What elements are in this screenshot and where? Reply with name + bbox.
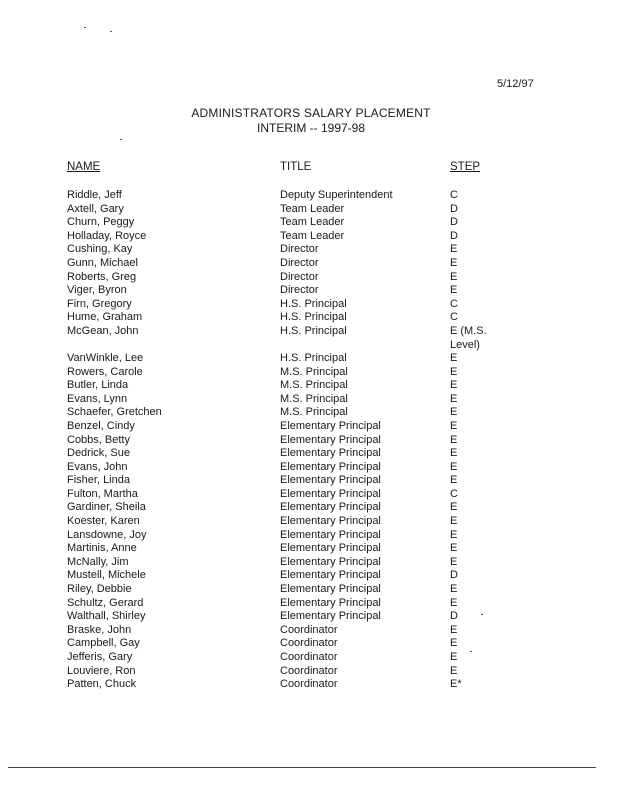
row-title: Director: [280, 284, 319, 297]
table-row: [0, 665, 622, 679]
row-name: Evans, John: [67, 460, 128, 473]
row-name: Jefferis, Gary: [67, 651, 133, 663]
row-title: Team Leader: [280, 202, 345, 215]
row-step: E: [450, 243, 458, 256]
row-title: Coordinator: [280, 664, 338, 677]
table-row: [0, 461, 622, 475]
table-row: [0, 406, 622, 420]
row-step: E: [450, 447, 458, 460]
row-name: Martinis, Anne: [67, 542, 137, 555]
table-row: [0, 203, 622, 217]
row-title: Coordinator: [280, 651, 338, 663]
row-step: E: [450, 392, 458, 405]
row-step: E: [450, 474, 458, 487]
table-row: [0, 366, 622, 380]
row-title: M.S. Principal: [280, 379, 348, 392]
row-title: M.S. Principal: [280, 365, 348, 378]
table-row: [0, 393, 622, 407]
row-step: E: [450, 515, 458, 528]
row-title: Team Leader: [280, 216, 345, 229]
table-row: [0, 243, 622, 257]
table-row: [0, 488, 622, 502]
row-name: McNally, Jim: [67, 555, 129, 568]
table-row: [0, 542, 622, 556]
scan-speck: [120, 139, 122, 140]
table-row: [0, 583, 622, 597]
document-title: ADMINISTRATORS SALARY PLACEMENT: [191, 106, 431, 120]
table-row: [0, 230, 622, 244]
row-title: Elementary Principal: [280, 460, 381, 473]
row-title: Elementary Principal: [280, 474, 381, 487]
row-step: E: [450, 623, 458, 636]
row-step: E: [450, 555, 458, 568]
row-name: Roberts, Greg: [67, 270, 137, 283]
row-step: E: [450, 651, 458, 663]
table-row: [0, 420, 622, 434]
row-title: Elementary Principal: [280, 583, 381, 596]
row-step: D: [450, 216, 458, 229]
row-step: E (M.S. Level): [450, 324, 487, 351]
row-title: Elementary Principal: [280, 555, 381, 568]
table-row: [0, 515, 622, 529]
scan-speck: [84, 27, 86, 28]
row-step: E: [450, 583, 458, 596]
row-step: E: [450, 433, 458, 446]
row-title: Elementary Principal: [280, 433, 381, 446]
bottom-rule: [8, 767, 596, 768]
row-step: C: [450, 297, 458, 310]
table-row: [0, 189, 622, 203]
row-title: H.S. Principal: [280, 311, 347, 324]
row-step: E: [450, 419, 458, 432]
row-title: Director: [280, 270, 319, 283]
table-row: [0, 651, 622, 665]
row-name: Viger, Byron: [67, 284, 127, 297]
table-row: [0, 434, 622, 448]
row-name: VanWinkle, Lee: [67, 351, 144, 364]
row-name: Evans, Lynn: [67, 392, 128, 405]
row-title: Elementary Principal: [280, 610, 381, 623]
table-row: [0, 311, 622, 325]
table-row: [0, 678, 622, 692]
row-title: Elementary Principal: [280, 501, 381, 514]
row-name: Lansdowne, Joy: [67, 528, 147, 541]
document-subtitle: INTERIM -- 1997-98: [256, 121, 366, 135]
table-row: [0, 556, 622, 570]
row-name: Patten, Chuck: [67, 678, 137, 691]
row-name: Gunn, Michael: [67, 256, 138, 269]
row-name: Mustell, Michele: [67, 569, 146, 582]
row-name: McGean, John: [67, 324, 139, 337]
table-row: [0, 474, 622, 488]
row-step: E: [450, 460, 458, 473]
table-row: [0, 624, 622, 638]
table-row: [0, 284, 622, 298]
row-name: Braske, John: [67, 623, 132, 636]
row-step: E: [450, 528, 458, 541]
document-date: 5/12/97: [497, 78, 534, 90]
table-row: [0, 352, 622, 366]
row-title: Coordinator: [280, 623, 338, 636]
row-title: Director: [280, 256, 319, 269]
row-title: Director: [280, 243, 319, 256]
row-step: E: [450, 406, 458, 419]
table-row: [0, 447, 622, 461]
row-title: Elementary Principal: [280, 419, 381, 432]
row-name: Dedrick, Sue: [67, 447, 130, 460]
row-title: Elementary Principal: [280, 542, 381, 555]
row-step: D: [450, 229, 458, 242]
row-name: Firn, Gregory: [67, 297, 132, 310]
row-step: C: [450, 189, 458, 201]
row-name: Axtell, Gary: [67, 202, 124, 215]
row-step: E: [450, 284, 458, 297]
salary-placement-table: [0, 189, 622, 692]
row-name: Holladay, Royce: [67, 229, 147, 242]
row-name: Campbell, Gay: [67, 637, 140, 650]
row-title: M.S. Principal: [280, 406, 348, 419]
row-name: Cushing, Kay: [67, 243, 133, 256]
row-name: Butler, Linda: [67, 379, 129, 392]
table-row: [0, 569, 622, 583]
row-step: D: [450, 202, 458, 215]
row-title: Team Leader: [280, 229, 345, 242]
table-row: [0, 529, 622, 543]
row-name: Fisher, Linda: [67, 474, 130, 487]
row-name: Fulton, Martha: [67, 487, 138, 500]
row-title: Elementary Principal: [280, 596, 381, 609]
row-name: Walthall, Shirley: [67, 610, 146, 623]
row-title: M.S. Principal: [280, 392, 348, 405]
row-title: Elementary Principal: [280, 569, 381, 582]
row-title: H.S. Principal: [280, 297, 347, 310]
row-step: E: [450, 351, 458, 364]
column-header-title: TITLE: [280, 161, 312, 173]
row-step: E: [450, 664, 458, 677]
row-name: Rowers, Carole: [67, 365, 143, 378]
row-name: Riley, Debbie: [67, 583, 132, 596]
scan-speck: [110, 31, 112, 32]
table-row: [0, 298, 622, 312]
row-title: Coordinator: [280, 678, 338, 691]
row-title: Deputy Superintendent: [280, 189, 393, 201]
row-title: Elementary Principal: [280, 515, 381, 528]
row-title: Elementary Principal: [280, 447, 381, 460]
row-step: E: [450, 501, 458, 514]
row-title: Elementary Principal: [280, 528, 381, 541]
row-title: H.S. Principal: [280, 324, 347, 337]
row-step: C: [450, 487, 458, 500]
row-title: H.S. Principal: [280, 351, 347, 364]
row-name: Koester, Karen: [67, 515, 140, 528]
table-row: [0, 271, 622, 285]
row-step: C: [450, 311, 458, 324]
row-step: D: [450, 569, 458, 582]
column-header-step: STEP: [450, 161, 481, 173]
row-step: E: [450, 637, 458, 650]
table-row: [0, 216, 622, 230]
row-step: E*: [450, 678, 462, 691]
row-step: E: [450, 256, 458, 269]
row-title: Coordinator: [280, 637, 338, 650]
row-step: E: [450, 270, 458, 283]
table-row: [0, 501, 622, 515]
row-name: Riddle, Jeff: [67, 189, 122, 201]
row-name: Hume, Graham: [67, 311, 143, 324]
table-row: [0, 325, 622, 352]
row-step: D: [450, 610, 458, 623]
row-name: Louviere, Ron: [67, 664, 136, 677]
row-step: E: [450, 542, 458, 555]
row-step: E: [450, 365, 458, 378]
row-name: Schaefer, Gretchen: [67, 406, 162, 419]
row-name: Gardiner, Sheila: [67, 501, 146, 514]
row-title: Elementary Principal: [280, 487, 381, 500]
table-row: [0, 257, 622, 271]
table-row: [0, 597, 622, 611]
row-step: E: [450, 596, 458, 609]
table-row: [0, 610, 622, 624]
row-name: Schultz, Gerard: [67, 596, 144, 609]
row-name: Benzel, Cindy: [67, 419, 135, 432]
row-name: Churn, Peggy: [67, 216, 135, 229]
column-header-name: NAME: [67, 161, 101, 173]
row-name: Cobbs, Betty: [67, 433, 130, 446]
table-row: [0, 379, 622, 393]
table-row: [0, 637, 622, 651]
row-step: E: [450, 379, 458, 392]
